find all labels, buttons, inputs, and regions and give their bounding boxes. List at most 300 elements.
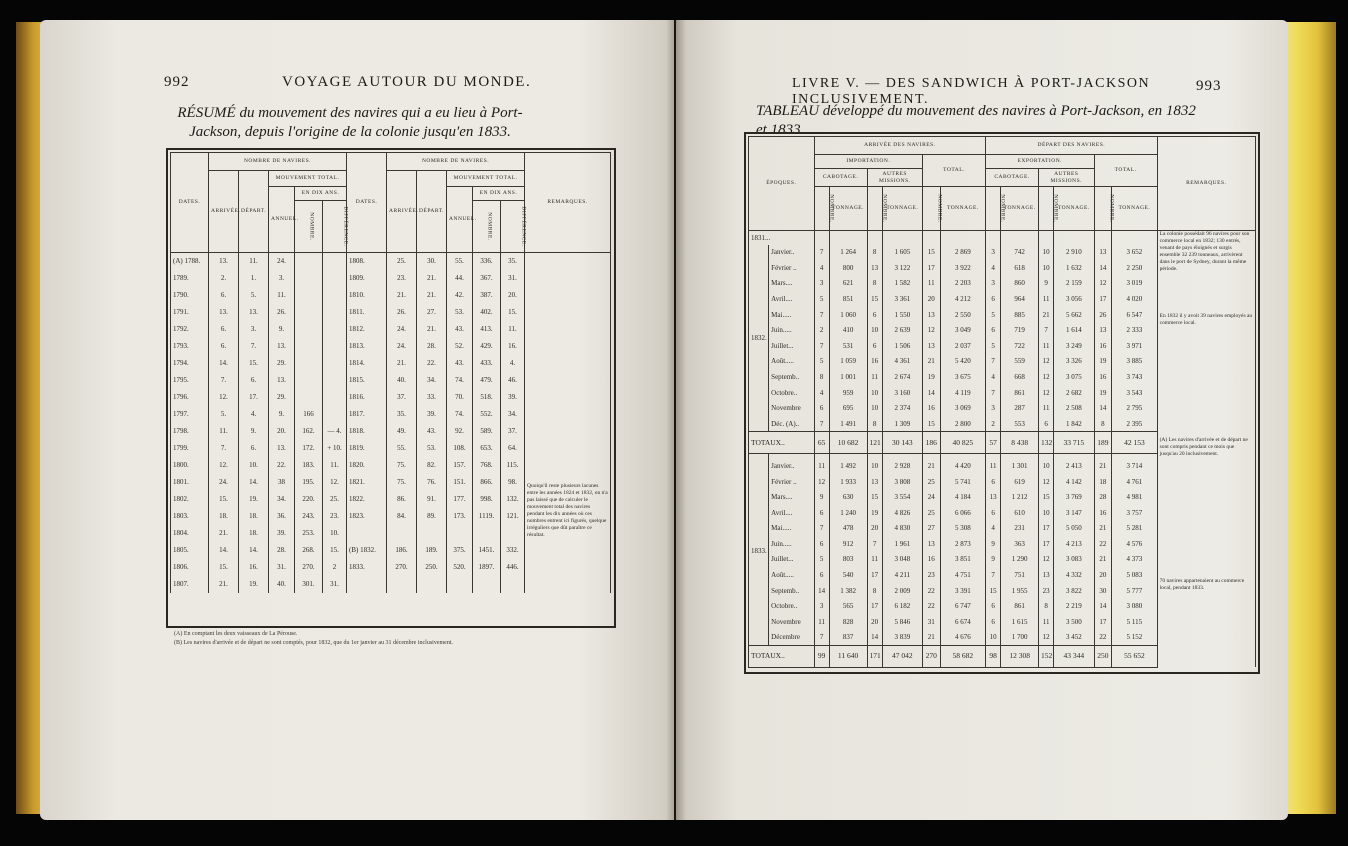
row-arr-a: 2. bbox=[209, 270, 239, 287]
month-value: 15 bbox=[986, 583, 1001, 599]
row-n-a bbox=[295, 355, 323, 372]
left-footnotes bbox=[174, 630, 604, 648]
row-date-a: 1807. bbox=[171, 576, 209, 593]
row-dep-a: 19. bbox=[239, 491, 269, 508]
month-value: 17 bbox=[1039, 521, 1054, 537]
row-ann-a: 13. bbox=[269, 440, 295, 457]
month-value: 5 281 bbox=[1112, 521, 1157, 537]
month-value: 18 bbox=[1094, 474, 1112, 490]
month-value: 630 bbox=[829, 489, 867, 505]
month-value: 16 bbox=[1094, 338, 1112, 354]
header-difference-b-text: DIFFÉRENCE. bbox=[520, 206, 527, 247]
header-nombre-col-a bbox=[295, 201, 323, 253]
header-annuel-b: ANNUEL. bbox=[447, 187, 473, 253]
row-n-b: 429. bbox=[473, 338, 501, 355]
month-value: 4 bbox=[814, 385, 829, 401]
row-diff-b bbox=[501, 576, 525, 593]
header-nombre-4 bbox=[1039, 187, 1059, 231]
month-value: 4 332 bbox=[1054, 567, 1094, 583]
row-arr-a: 18. bbox=[209, 508, 239, 525]
totals-value: 186 bbox=[922, 432, 940, 454]
month-value: 3 391 bbox=[940, 583, 985, 599]
month-value: 23 bbox=[1039, 583, 1054, 599]
row-diff-a: 15. bbox=[323, 542, 347, 559]
header-cabotage-dep: CABOTAGE. bbox=[986, 169, 1039, 187]
header-cabotage-arr: CABOTAGE. bbox=[814, 169, 867, 187]
month-value: 17 bbox=[922, 260, 940, 276]
book-gutter bbox=[666, 20, 686, 820]
row-diff-a bbox=[323, 389, 347, 406]
month-value: 12 bbox=[922, 322, 940, 338]
month-value: 2 bbox=[986, 416, 1001, 432]
month-value: 8 bbox=[1039, 598, 1054, 614]
row-dep-b: 30. bbox=[417, 253, 447, 270]
year-1831-label: 1831... bbox=[749, 231, 815, 245]
row-ann-b: 70. bbox=[447, 389, 473, 406]
month-label: Décembre bbox=[769, 630, 814, 646]
month-value: 2 795 bbox=[1112, 400, 1157, 416]
month-value: 621 bbox=[829, 276, 867, 292]
totals-value: 10 682 bbox=[829, 432, 867, 454]
row-date-b: 1819. bbox=[347, 440, 387, 457]
row-n-b bbox=[473, 576, 501, 593]
empty-cell bbox=[814, 231, 829, 245]
month-value: 11 bbox=[1039, 400, 1054, 416]
month-value: 363 bbox=[1001, 536, 1039, 552]
header-mouvement-b: MOUVEMENT TOTAL. bbox=[447, 171, 525, 187]
month-value: 837 bbox=[829, 630, 867, 646]
month-value: 4 420 bbox=[940, 458, 985, 474]
month-value: 13 bbox=[986, 489, 1001, 505]
row-arr-a: 6. bbox=[209, 338, 239, 355]
right-table-title: TABLEAU développé du mouvement des navires à Port-Jackson, en 1832 et 1833. bbox=[756, 103, 1196, 138]
month-value: 3 bbox=[814, 598, 829, 614]
row-ann-a: 29. bbox=[269, 355, 295, 372]
empty-cell bbox=[1094, 231, 1112, 245]
month-value: 1 632 bbox=[1054, 260, 1094, 276]
month-value: 3 160 bbox=[882, 385, 922, 401]
month-value: 3 069 bbox=[940, 400, 985, 416]
month-value: 1 001 bbox=[829, 369, 867, 385]
row-diff-b: 20. bbox=[501, 287, 525, 304]
header-epoques: ÉPOQUES. bbox=[749, 137, 815, 231]
right-page-number: 993 bbox=[1196, 78, 1222, 94]
row-n-a: 183. bbox=[295, 457, 323, 474]
month-value: 800 bbox=[829, 260, 867, 276]
header-exportation: EXPORTATION. bbox=[986, 155, 1094, 169]
row-ann-a: 13. bbox=[269, 372, 295, 389]
month-value: 5 662 bbox=[1054, 307, 1094, 323]
month-value: 17 bbox=[867, 598, 882, 614]
month-label: Mars.... bbox=[769, 489, 814, 505]
month-value: 13 bbox=[867, 474, 882, 490]
row-n-b: 768. bbox=[473, 457, 501, 474]
month-value: 12 bbox=[1094, 276, 1112, 292]
month-value: 7 bbox=[814, 521, 829, 537]
month-value: 3 839 bbox=[882, 630, 922, 646]
row-ann-b: 53. bbox=[447, 304, 473, 321]
month-value: 21 bbox=[1039, 307, 1054, 323]
month-value: 13 bbox=[922, 338, 940, 354]
row-date-b: 1817. bbox=[347, 406, 387, 423]
row-diff-a bbox=[323, 287, 347, 304]
month-label: Juin..... bbox=[769, 322, 814, 338]
row-diff-a bbox=[323, 270, 347, 287]
row-arr-a: 14. bbox=[209, 355, 239, 372]
month-value: 3 249 bbox=[1054, 338, 1094, 354]
row-n-b: 866. bbox=[473, 474, 501, 491]
month-value: 3 049 bbox=[940, 322, 985, 338]
month-value: 3 757 bbox=[1112, 505, 1157, 521]
month-value: 1 961 bbox=[882, 536, 922, 552]
right-running-head: LIVRE V. — DES SANDWICH À PORT-JACKSON INCLUSIVEMENT. bbox=[792, 76, 1151, 107]
row-diff-b: 132. bbox=[501, 491, 525, 508]
row-date-a: 1803. bbox=[171, 508, 209, 525]
month-value: 11 bbox=[1039, 291, 1054, 307]
row-arr-b: 55. bbox=[387, 440, 417, 457]
row-diff-a: 2 bbox=[323, 559, 347, 576]
month-value: 26 bbox=[1094, 307, 1112, 323]
row-dep-a: 13. bbox=[239, 304, 269, 321]
empty-cell bbox=[940, 231, 985, 245]
month-value: 287 bbox=[1001, 400, 1039, 416]
row-n-a bbox=[295, 287, 323, 304]
row-date-b: 1816. bbox=[347, 389, 387, 406]
row-n-b bbox=[473, 525, 501, 542]
month-value: 5 152 bbox=[1112, 630, 1157, 646]
row-n-a: 270. bbox=[295, 559, 323, 576]
row-n-b: 1451. bbox=[473, 542, 501, 559]
header-nombre-text: NOMBRE. bbox=[999, 194, 1006, 223]
month-value: 5 115 bbox=[1112, 614, 1157, 630]
row-ann-b: 52. bbox=[447, 338, 473, 355]
month-value: 668 bbox=[1001, 369, 1039, 385]
empty-cell bbox=[1112, 231, 1157, 245]
month-value: 4 981 bbox=[1112, 489, 1157, 505]
row-date-b bbox=[347, 576, 387, 593]
left-page bbox=[40, 20, 674, 820]
year-label: 1832. bbox=[749, 245, 769, 432]
header-depart-navires: DÉPART DES NAVIRES. bbox=[986, 137, 1157, 155]
month-value: 2 159 bbox=[1054, 276, 1094, 292]
empty-cell bbox=[1001, 231, 1039, 245]
empty-cell bbox=[1039, 231, 1054, 245]
row-arr-b: 270. bbox=[387, 559, 417, 576]
row-n-a: 195. bbox=[295, 474, 323, 491]
row-arr-a: 13. bbox=[209, 253, 239, 270]
month-value: 28 bbox=[1094, 489, 1112, 505]
month-value: 2 413 bbox=[1054, 458, 1094, 474]
row-date-b: 1833. bbox=[347, 559, 387, 576]
row-dep-b: 250. bbox=[417, 559, 447, 576]
month-value: 2 674 bbox=[882, 369, 922, 385]
row-ann-b bbox=[447, 576, 473, 593]
header-remarques: REMARQUES. bbox=[525, 153, 611, 253]
row-date-a: 1802. bbox=[171, 491, 209, 508]
month-value: 2 203 bbox=[940, 276, 985, 292]
row-dep-a: 14. bbox=[239, 474, 269, 491]
month-value: 553 bbox=[1001, 416, 1039, 432]
month-value: 4 761 bbox=[1112, 474, 1157, 490]
row-dep-b: 91. bbox=[417, 491, 447, 508]
row-n-b: 653. bbox=[473, 440, 501, 457]
month-value: 5 bbox=[814, 354, 829, 370]
row-dep-b: 89. bbox=[417, 508, 447, 525]
row-ann-b: 520. bbox=[447, 559, 473, 576]
month-value: 4 213 bbox=[1054, 536, 1094, 552]
month-value: 27 bbox=[922, 521, 940, 537]
month-label: Octobre.. bbox=[769, 385, 814, 401]
row-ann-a: 36. bbox=[269, 508, 295, 525]
month-value: 24 bbox=[922, 489, 940, 505]
row-arr-a: 11. bbox=[209, 423, 239, 440]
row-n-b: 336. bbox=[473, 253, 501, 270]
month-value: 1 582 bbox=[882, 276, 922, 292]
row-date-b: 1814. bbox=[347, 355, 387, 372]
monthly-remark-2: (A) Les navires d'arrivée et de départ ne sont compris pendant ce mois que jusqu'au 20 inclusivement. bbox=[1159, 437, 1248, 457]
row-arr-b: 86. bbox=[387, 491, 417, 508]
month-value: 3 bbox=[986, 245, 1001, 261]
row-arr-a: 7. bbox=[209, 372, 239, 389]
row-date-b: 1812. bbox=[347, 321, 387, 338]
month-label: Octobre.. bbox=[769, 598, 814, 614]
month-value: 6 bbox=[986, 322, 1001, 338]
row-dep-b: 34. bbox=[417, 372, 447, 389]
row-arr-a: 21. bbox=[209, 576, 239, 593]
row-arr-a: 12. bbox=[209, 389, 239, 406]
month-value: 3 bbox=[986, 400, 1001, 416]
row-diff-a: 25. bbox=[323, 491, 347, 508]
row-ann-b: 177. bbox=[447, 491, 473, 508]
month-value: 11 bbox=[1039, 338, 1054, 354]
monthly-remark-3: 70 navires appartenaient au commerce local, pendant 1833. bbox=[1159, 578, 1245, 591]
month-value: 3 019 bbox=[1112, 276, 1157, 292]
totals-label: TOTAUX.. bbox=[749, 645, 815, 667]
row-diff-a bbox=[323, 355, 347, 372]
row-arr-b: 26. bbox=[387, 304, 417, 321]
row-dep-b: 76. bbox=[417, 474, 447, 491]
month-value: 1 382 bbox=[829, 583, 867, 599]
header-en-dix-a: EN DIX ANS. bbox=[295, 187, 347, 201]
month-value: 1 614 bbox=[1054, 322, 1094, 338]
header-dates-b: DATES. bbox=[347, 153, 387, 253]
row-n-a bbox=[295, 270, 323, 287]
month-value: 13 bbox=[867, 260, 882, 276]
month-value: 3 080 bbox=[1112, 598, 1157, 614]
month-value: 20 bbox=[1094, 567, 1112, 583]
header-importation: IMPORTATION. bbox=[814, 155, 922, 169]
row-arr-b: 186. bbox=[387, 542, 417, 559]
totals-value: 98 bbox=[986, 645, 1001, 667]
month-value: 3 885 bbox=[1112, 354, 1157, 370]
month-value: 964 bbox=[1001, 291, 1039, 307]
empty-cell bbox=[867, 231, 882, 245]
month-value: 6 bbox=[867, 338, 882, 354]
left-table-title: RÉSUMÉ du mouvement des navires qui a eu lieu à Port-Jackson, depuis l'origine de la colonie jusqu'en 1833. bbox=[177, 105, 523, 140]
monthly-remark-0: La colonie possédait 96 navires pour son commerce local en 1832; 130 entrés, venant de pays éloignés et surgis ensemble 32 239 tonneaux, arrivèrent dans le port de Sydney, durant la même période. bbox=[1159, 231, 1250, 272]
month-value: 17 bbox=[1094, 291, 1112, 307]
month-value: 14 bbox=[1094, 400, 1112, 416]
row-date-b: 1823. bbox=[347, 508, 387, 525]
month-value: 6 bbox=[814, 400, 829, 416]
row-ann-b: 173. bbox=[447, 508, 473, 525]
row-n-a: 301. bbox=[295, 576, 323, 593]
month-value: 618 bbox=[1001, 260, 1039, 276]
row-ann-a: 22. bbox=[269, 457, 295, 474]
row-n-a bbox=[295, 389, 323, 406]
month-value: 11 bbox=[922, 276, 940, 292]
totals-value: 65 bbox=[814, 432, 829, 454]
row-date-b: 1818. bbox=[347, 423, 387, 440]
month-value: 1 240 bbox=[829, 505, 867, 521]
summary-table bbox=[170, 152, 611, 593]
row-n-b: 387. bbox=[473, 287, 501, 304]
month-value: 21 bbox=[1094, 521, 1112, 537]
month-value: 619 bbox=[1001, 474, 1039, 490]
month-value: 25 bbox=[922, 505, 940, 521]
month-value: 610 bbox=[1001, 505, 1039, 521]
row-ann-a: 34. bbox=[269, 491, 295, 508]
month-value: 3 808 bbox=[882, 474, 922, 490]
row-ann-b: 42. bbox=[447, 287, 473, 304]
month-value: 14 bbox=[1094, 260, 1112, 276]
row-arr-a: 21. bbox=[209, 525, 239, 542]
month-value: 1 491 bbox=[829, 416, 867, 432]
month-value: 10 bbox=[1039, 505, 1054, 521]
month-value: 8 bbox=[1094, 416, 1112, 432]
row-diff-b bbox=[501, 525, 525, 542]
month-value: 11 bbox=[867, 369, 882, 385]
row-ann-a: 31. bbox=[269, 559, 295, 576]
row-diff-b: 16. bbox=[501, 338, 525, 355]
month-value: 531 bbox=[829, 338, 867, 354]
left-running-head: VOYAGE AUTOUR DU MONDE. bbox=[282, 74, 532, 90]
row-dep-b: 33. bbox=[417, 389, 447, 406]
month-value: 16 bbox=[1094, 369, 1112, 385]
header-nombre-text: NOMBRE. bbox=[936, 194, 943, 223]
row-dep-a: 4. bbox=[239, 406, 269, 423]
header-remarques-right: REMARQUES. bbox=[1157, 137, 1255, 231]
month-value: 4 bbox=[986, 369, 1001, 385]
month-value: 6 bbox=[986, 474, 1001, 490]
header-nombre-col-b bbox=[473, 201, 501, 253]
row-ann-a: 38 bbox=[269, 474, 295, 491]
row-ann-a: 29. bbox=[269, 389, 295, 406]
month-value: 3 056 bbox=[1054, 291, 1094, 307]
month-value: 4 142 bbox=[1054, 474, 1094, 490]
row-date-b: 1811. bbox=[347, 304, 387, 321]
row-n-b: 433. bbox=[473, 355, 501, 372]
row-diff-b: 35. bbox=[501, 253, 525, 270]
header-tonnage-3: TONNAGE. bbox=[1001, 187, 1039, 231]
row-n-b: 1897. bbox=[473, 559, 501, 576]
month-value: 23 bbox=[922, 567, 940, 583]
header-arrivee-a: ARRIVÉE. bbox=[209, 171, 239, 253]
header-autres-arr: AUTRES MISSIONS. bbox=[867, 169, 922, 187]
row-arr-a: 15. bbox=[209, 559, 239, 576]
month-value: 565 bbox=[829, 598, 867, 614]
header-nombre-text: NOMBRE. bbox=[1108, 194, 1115, 223]
month-value: 4 020 bbox=[1112, 291, 1157, 307]
row-diff-b: 121. bbox=[501, 508, 525, 525]
row-dep-b: 27. bbox=[417, 304, 447, 321]
month-value: 7 bbox=[814, 338, 829, 354]
footnote-b: (B) Les navires d'arrivée et de départ ne sont comptés, pour 1832, que du 1er janvier au 31 décembre inclusivement. bbox=[174, 640, 453, 646]
month-value: 22 bbox=[1094, 536, 1112, 552]
totals-value: 270 bbox=[922, 645, 940, 667]
row-arr-b: 24. bbox=[387, 321, 417, 338]
row-diff-a: — 4. bbox=[323, 423, 347, 440]
month-value: 11 bbox=[814, 458, 829, 474]
row-ann-b bbox=[447, 525, 473, 542]
header-difference-b bbox=[501, 201, 525, 253]
month-value: 4 bbox=[986, 521, 1001, 537]
month-value: 8 bbox=[867, 416, 882, 432]
month-value: 5 bbox=[986, 338, 1001, 354]
month-label: Février .. bbox=[769, 474, 814, 490]
row-date-a: 1794. bbox=[171, 355, 209, 372]
totals-value: 33 715 bbox=[1054, 432, 1094, 454]
month-value: 5 846 bbox=[882, 614, 922, 630]
header-en-dix-b: EN DIX ANS. bbox=[473, 187, 525, 201]
header-nombre-3 bbox=[986, 187, 1006, 231]
month-label: Janvier.. bbox=[769, 458, 814, 474]
month-value: 4 212 bbox=[940, 291, 985, 307]
header-nombre-2 bbox=[922, 187, 943, 231]
month-label: Déc. (A).. bbox=[769, 416, 814, 432]
month-value: 8 bbox=[867, 276, 882, 292]
month-value: 5 083 bbox=[1112, 567, 1157, 583]
row-n-a bbox=[295, 304, 323, 321]
month-value: 9 bbox=[986, 552, 1001, 568]
month-value: 2 682 bbox=[1054, 385, 1094, 401]
month-value: 11 bbox=[1039, 614, 1054, 630]
month-value: 14 bbox=[814, 583, 829, 599]
row-date-a: (A) 1788. bbox=[171, 253, 209, 270]
month-value: 3 361 bbox=[882, 291, 922, 307]
month-value: 13 bbox=[922, 536, 940, 552]
monthly-body bbox=[749, 231, 1256, 668]
month-value: 3 048 bbox=[882, 552, 922, 568]
row-date-a: 1791. bbox=[171, 304, 209, 321]
header-autres-dep: AUTRES MISSIONS. bbox=[1039, 169, 1094, 187]
month-value: 21 bbox=[1094, 552, 1112, 568]
month-value: 751 bbox=[1001, 567, 1039, 583]
month-value: 22 bbox=[922, 598, 940, 614]
row-ann-a: 11. bbox=[269, 287, 295, 304]
row-date-a: 1795. bbox=[171, 372, 209, 389]
row-date-b bbox=[347, 525, 387, 542]
month-label: Mai..... bbox=[769, 307, 814, 323]
month-value: 10 bbox=[1039, 245, 1054, 261]
row-dep-a: 19. bbox=[239, 576, 269, 593]
row-ann-a: 39. bbox=[269, 525, 295, 542]
year-1831-row bbox=[749, 231, 1256, 245]
month-label: Juillet... bbox=[769, 338, 814, 354]
totals-value: 11 640 bbox=[829, 645, 867, 667]
month-value: 3 500 bbox=[1054, 614, 1094, 630]
month-value: 12 bbox=[1039, 552, 1054, 568]
month-label: Novembre bbox=[769, 614, 814, 630]
row-n-a bbox=[295, 372, 323, 389]
row-ann-a: 26. bbox=[269, 304, 295, 321]
row-dep-a: 5. bbox=[239, 287, 269, 304]
month-value: 6 747 bbox=[940, 598, 985, 614]
monthly-table bbox=[748, 136, 1256, 668]
row-date-a: 1789. bbox=[171, 270, 209, 287]
month-value: 12 bbox=[1039, 369, 1054, 385]
header-annuel-a: ANNUEL. bbox=[269, 187, 295, 253]
